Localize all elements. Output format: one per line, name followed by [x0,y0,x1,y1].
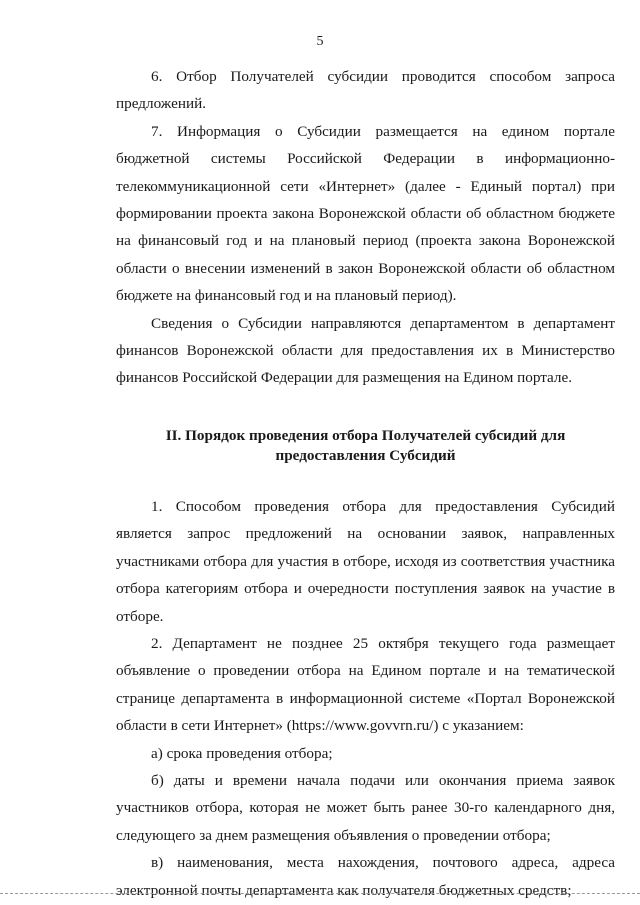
list-item-b: б) даты и времени начала подачи или окончания приема заявок участников отбора, которая не может быть ранее 30-го календарного дня, следующего за днем размещения объявления о проведении отбора; [116,771,615,844]
section-heading-line-2: предоставления Субсидий [275,446,456,464]
list-item-a: а) срока проведения отбора; [151,744,333,762]
page-number: 5 [316,34,324,49]
paragraph-announcement: 2. Департамент не позднее 25 октября текущего года размещает объявление о проведении отбора на Едином портале и на тематической странице департамента в информационной системе «Портал Воронежской области в сети Интернет» (https://www.govvrn.ru/) с указанием: [116,634,615,735]
paragraph-subsidy-info: Сведения о Субсидии направляются департаментом в департамент финансов Воронежской области для предоставления их в Министерство финансов Российской Федерации для размещения на Едином портале. [116,314,615,387]
paragraph-item-7: 7. Информация о Субсидии размещается на едином портале бюджетной системы Российской Федерации в информационно-телекоммуникационной сети «Интернет» (далее - Единый портал) при формировании проекта закона Воронежской области об областном бюджете на финансовый год и на плановый период (проекта закона Воронежской области о внесении изменений в закон Воронежской области об областном бюджете на финансовый год и на плановый период). [116,122,615,305]
list-item-c: в) наименования, места нахождения, почтового адреса, адреса электронной почты департамента как получателя бюджетных средств; [116,854,615,899]
section-heading [116,426,615,466]
page-bottom-rule [0,893,640,894]
document-body [116,63,615,904]
section-heading-line-1: II. Порядок проведения отбора Получателей субсидий для [165,426,566,444]
paragraph-item-6: 6. Отбор Получателей субсидии проводится способом запроса предложений. [116,68,615,113]
paragraph-selection-method: 1. Способом проведения отбора для предоставления Субсидий является запрос предложений на основании заявок, направленных участниками отбора для участия в отборе, исходя из соответствия участника отбора категориям отбора и очередности поступления заявок на участие в отборе. [116,497,615,625]
